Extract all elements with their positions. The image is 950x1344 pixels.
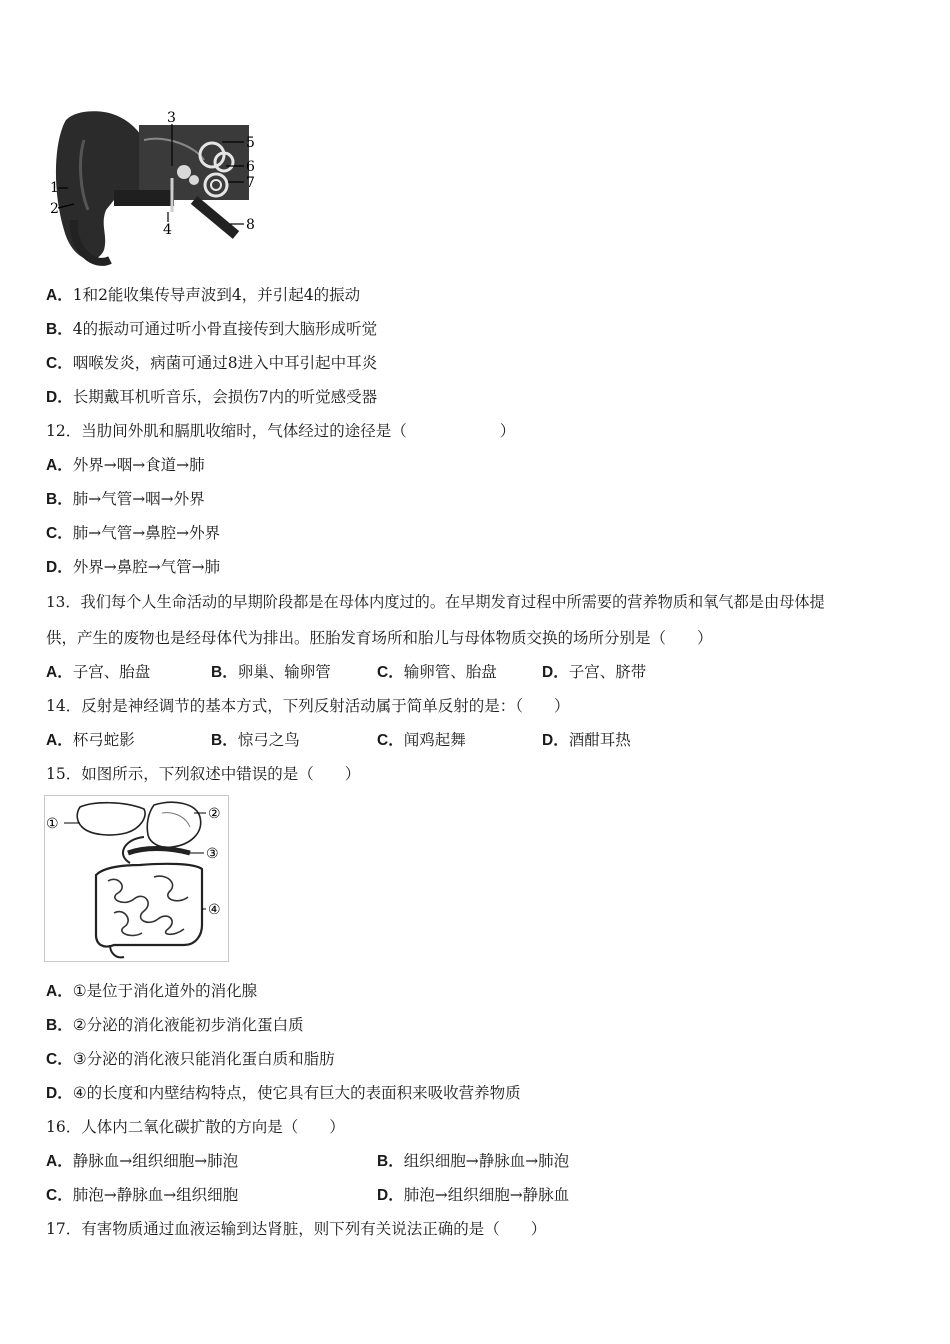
option-letter: A． (46, 732, 73, 749)
option-letter: D． (46, 389, 73, 406)
option-text: ③分泌的消化液只能消化蛋白质和脂肪 (72, 1050, 335, 1068)
question-15-stem: 15．如图所示，下列叙述中错误的是（ ） (46, 765, 361, 783)
option-text: ②分泌的消化液能初步消化蛋白质 (72, 1016, 304, 1034)
ear-label: 3 (167, 110, 176, 126)
ear-label: 2 (50, 201, 59, 217)
ear-label: 8 (246, 217, 255, 233)
option-text: 酒酣耳热 (568, 731, 631, 749)
option-b (46, 319, 377, 340)
question-13-stem-line1: 13．我们每个人生命活动的早期阶段都是在母体内度过的。在早期发育过程中所需要的营养物质和氧气都是由母体提 (46, 593, 825, 611)
option-letter: C． (377, 664, 404, 681)
option-letter: A． (46, 1153, 73, 1170)
option-text: 肺泡→静脉血→组织细胞 (72, 1186, 239, 1204)
option-text: 肺→气管→咽→外界 (72, 490, 205, 508)
question-17-stem: 17．有害物质通过血液运输到达肾脏，则下列有关说法正确的是（ ） (46, 1220, 547, 1238)
option-a (46, 455, 205, 476)
option-text: 子宫、胎盘 (72, 663, 151, 681)
option-d (542, 662, 646, 683)
option-d (46, 557, 220, 578)
option-letter: A． (46, 983, 73, 1000)
option-text: 1和2能收集传导声波到4，并引起4的振动 (72, 286, 361, 304)
option-letter: D． (542, 664, 569, 681)
option-letter: D． (46, 1085, 73, 1102)
option-letter: B． (46, 321, 73, 338)
option-text: 卵巢、输卵管 (237, 663, 331, 681)
option-c (46, 1049, 335, 1070)
option-b (211, 730, 300, 751)
option-text: 闻鸡起舞 (403, 731, 466, 749)
option-c (46, 353, 377, 374)
option-letter: D． (377, 1187, 404, 1204)
option-a (46, 1151, 238, 1172)
option-text: 咽喉发炎，病菌可通过8进入中耳引起中耳炎 (72, 354, 378, 372)
option-text: 肺→气管→鼻腔→外界 (72, 524, 221, 542)
option-text: 外界→鼻腔→气管→肺 (72, 558, 221, 576)
option-letter: D． (542, 732, 569, 749)
option-letter: A． (46, 287, 73, 304)
option-text: ①是位于消化道外的消化腺 (72, 982, 258, 1000)
option-text: 长期戴耳机听音乐，会损伤7内的听觉感受器 (72, 388, 378, 406)
option-text: ④的长度和内壁结构特点，使它具有巨大的表面积来吸收营养物质 (72, 1084, 521, 1102)
option-c (46, 523, 220, 544)
option-text: 肺泡→组织细胞→静脉血 (403, 1186, 570, 1204)
option-c (46, 1185, 238, 1206)
question-12-stem: 12．当肋间外肌和膈肌收缩时，气体经过的途径是（ ） (46, 422, 516, 440)
option-b (46, 1015, 304, 1036)
option-c (377, 662, 497, 683)
option-text: 子宫、脐带 (568, 663, 647, 681)
option-text: 4的振动可通过听小骨直接传到大脑形成听觉 (72, 320, 378, 338)
option-b (46, 489, 205, 510)
ear-label: 6 (246, 159, 255, 175)
option-letter: B． (211, 732, 238, 749)
option-text: 杯弓蛇影 (72, 731, 135, 749)
digestive-system-figure (44, 795, 230, 963)
option-text: 惊弓之鸟 (237, 731, 300, 749)
option-d (377, 1185, 569, 1206)
ear-label: 7 (246, 175, 255, 191)
option-d (46, 387, 377, 408)
option-letter: B． (377, 1153, 404, 1170)
digestive-label: ③ (206, 846, 219, 862)
option-b (211, 662, 331, 683)
option-a (46, 730, 135, 751)
option-letter: C． (46, 1051, 73, 1068)
question-13-stem-line2: 供，产生的废物也是经母体代为排出。胚胎发育场所和胎儿与母体物质交换的场所分别是（ ） (46, 629, 713, 647)
question-16-stem: 16．人体内二氧化碳扩散的方向是（ ） (46, 1118, 345, 1136)
option-letter: B． (46, 1017, 73, 1034)
ear-label: 1 (50, 180, 59, 196)
option-a (46, 981, 257, 1002)
digestive-label: ④ (208, 902, 221, 918)
option-text: 输卵管、胎盘 (403, 663, 497, 681)
option-letter: C． (46, 1187, 73, 1204)
option-d (542, 730, 631, 751)
ear-structure-figure (44, 100, 266, 270)
option-c (377, 730, 466, 751)
option-letter: B． (211, 664, 238, 681)
option-letter: B． (46, 491, 73, 508)
ear-diagram (44, 100, 266, 270)
option-text: 外界→咽→食道→肺 (72, 456, 205, 474)
digestive-label: ① (46, 816, 59, 832)
ear-label: 5 (246, 135, 255, 151)
option-letter: D． (46, 559, 73, 576)
option-letter: C． (377, 732, 404, 749)
option-b (377, 1151, 569, 1172)
option-letter: A． (46, 457, 73, 474)
option-text: 静脉血→组织细胞→肺泡 (72, 1152, 239, 1170)
option-text: 组织细胞→静脉血→肺泡 (403, 1152, 570, 1170)
digestive-diagram (44, 795, 230, 963)
option-letter: A． (46, 664, 73, 681)
option-letter: C． (46, 355, 73, 372)
option-a (46, 285, 360, 306)
option-d (46, 1083, 521, 1104)
question-14-stem: 14．反射是神经调节的基本方式，下列反射活动属于简单反射的是：（ ） (46, 697, 570, 715)
option-letter: C． (46, 525, 73, 542)
digestive-label: ② (208, 806, 221, 822)
option-a (46, 662, 150, 683)
ear-label: 4 (163, 222, 172, 238)
